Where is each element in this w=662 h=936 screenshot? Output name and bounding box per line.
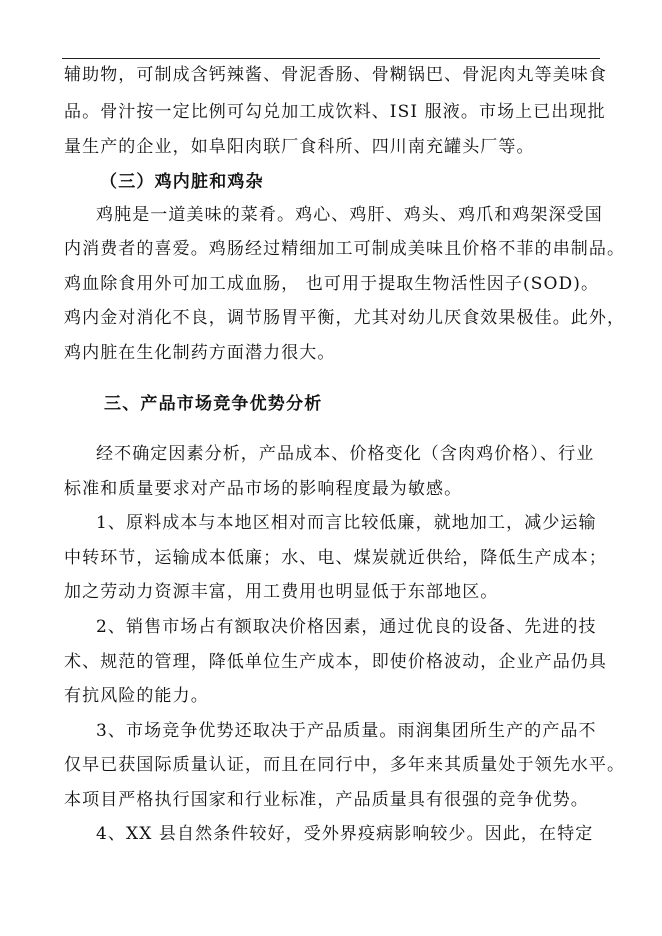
text-line: 标准和质量要求对产品市场的影响程度最为敏感。 <box>64 479 463 499</box>
text-line: 1、原料成本与本地区相对而言比较低廉，就地加工，减少运输 <box>96 513 597 533</box>
text-line: 加之劳动力资源丰富，用工费用也明显低于东部地区。 <box>64 582 499 602</box>
text-line: 术、规范的管理，降低单位生产成本，即使价格波动，企业产品仍具 <box>64 652 607 672</box>
text-line: 鸡肫是一道美味的菜肴。鸡心、鸡肝、鸡头、鸡爪和鸡架深受国 <box>96 205 603 225</box>
text-line: 仅早已获国际质量认证，而且在同行中，多年来其质量处于领先水平。 <box>64 755 626 775</box>
text-line: 3、市场竞争优势还取决于产品质量。雨润集团所生产的产品不 <box>96 721 597 741</box>
text-line: 辅助物，可制成含钙辣酱、骨泥香肠、骨糊锅巴、骨泥肉丸等美味食 <box>64 65 607 85</box>
text-line: 本项目严格执行国家和行业标准，产品质量具有很强的竞争优势。 <box>64 790 589 810</box>
header-rule <box>62 58 600 59</box>
text-line: 4、XX 县自然条件较好，受外界疫病影响较少。因此，在特定 <box>96 824 594 844</box>
section-heading: （三）鸡内脏和鸡杂 <box>100 172 264 192</box>
text-line: 中转环节，运输成本低廉；水、电、煤炭就近供给，降低生产成本； <box>64 548 607 568</box>
text-line: 经不确定因素分析，产品成本、价格变化（含肉鸡价格）、行业 <box>96 444 595 464</box>
section-heading: 三、产品市场竞争优势分析 <box>104 394 323 414</box>
text-line: 2、销售市场占有额取决价格因素，通过优良的设备、先进的技 <box>96 617 597 637</box>
text-line: 鸡内脏在生化制药方面潜力很大。 <box>64 343 336 363</box>
text-line: 鸡内金对消化不良，调节肠胃平衡，尤其对幼儿厌食效果极佳。此外， <box>64 308 626 328</box>
text-line: 有抗风险的能力。 <box>64 686 209 706</box>
text-line: 鸡血除食用外可加工成血肠， 也可用于提取生物活性因子(SOD)。 <box>64 274 600 294</box>
text-line: 品。骨汁按一定比例可勾兑加工成饮料、ISI 服液。市场上已出现批 <box>64 102 606 122</box>
text-line: 内消费者的喜爱。鸡肠经过精细加工可制成美味且价格不菲的串制品。 <box>64 239 626 259</box>
text-line: 量生产的企业，如阜阳肉联厂食科所、四川南充罐头厂等。 <box>64 137 535 157</box>
